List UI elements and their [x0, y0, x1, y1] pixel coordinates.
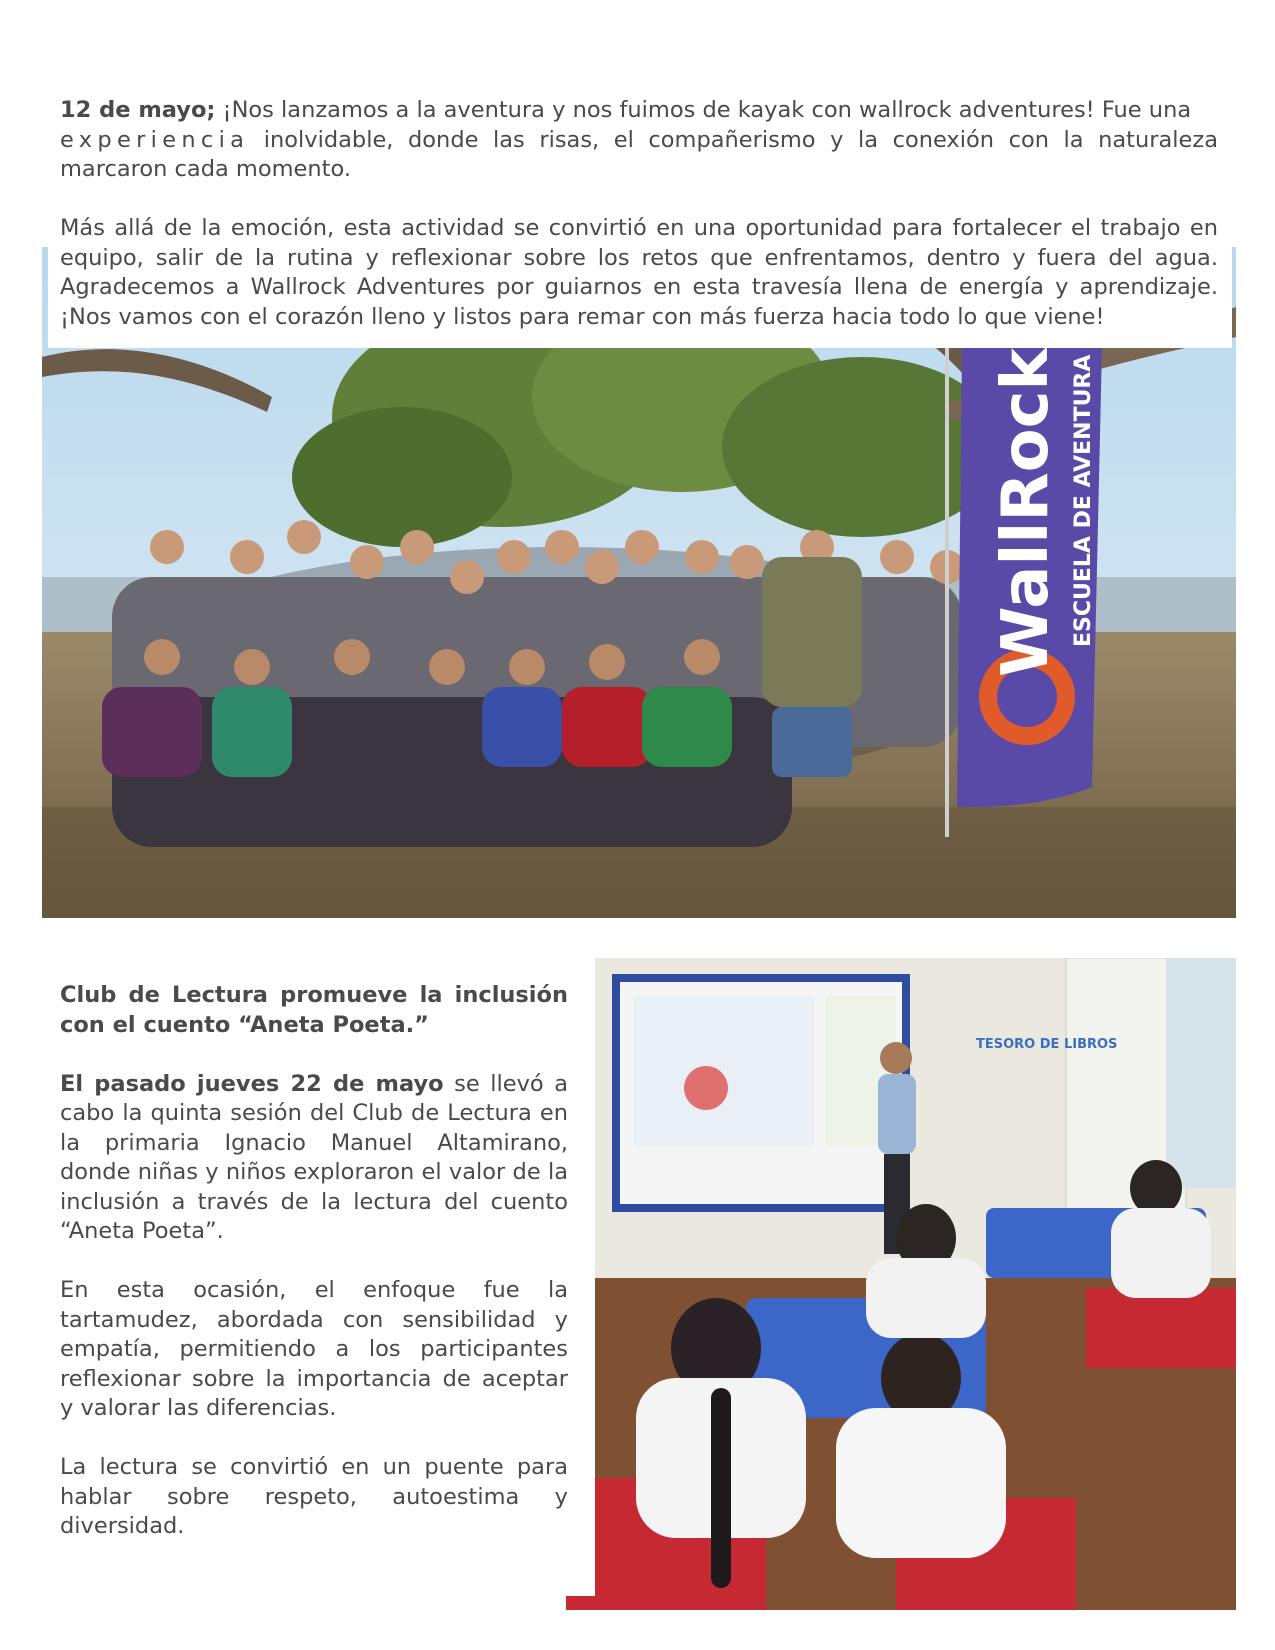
classroom-photo	[566, 958, 1236, 1610]
intro-paragraph-1	[60, 96, 1218, 185]
wall-sign: TESORO DE LIBROS	[976, 1037, 1118, 1052]
intro-text	[60, 96, 1218, 362]
intro-p1-part-b: inolvidable, donde las risas, el compañerismo y la conexión con la naturaleza marcaron cada momento.	[60, 126, 1218, 182]
club-p1-rest: se llevó a cabo la quinta sesión del Club de Lectura en la primaria Ignacio Manuel Altamirano, donde niñas y niños exploraron el valor de la inclusión a través de la lectura del cuento “Aneta Poeta”.	[60, 1070, 568, 1244]
club-paragraph-1	[60, 1070, 568, 1247]
club-date: El pasado jueves 22 de mayo	[60, 1070, 444, 1097]
club-article	[60, 980, 568, 1571]
club-paragraph-3: La lectura se convirtió en un puente para hablar sobre respeto, autoestima y diversidad.	[60, 1454, 568, 1539]
intro-date: 12 de mayo;	[60, 97, 216, 123]
banner-logo-text: WallRock	[989, 347, 1063, 677]
banner-subtext: ESCUELA DE AVENTURA	[1071, 354, 1096, 647]
club-paragraph-2: En esta ocasión, el enfoque fue la tartamudez, abordada con sensibilidad y empatía, permitiendo a los participantes reflexionar sobre la importancia de aceptar y valorar las diferencias.	[60, 1277, 568, 1421]
club-title: Club de Lectura promueve la inclusión con el cuento “Aneta Poeta.”	[60, 982, 568, 1038]
intro-p1-word: experiencia	[60, 126, 250, 153]
intro-paragraph-2: Más allá de la emoción, esta actividad se convirtió en una oportunidad para fortalecer el trabajo en equipo, salir de la rutina y reflexionar sobre los retos que enfrentamos, dentro y fuera del agua. Agradecemos a Wallrock Adventures por guiarnos en esta travesía llena de energía y aprendizaje. ¡Nos vamos con el corazón lleno y listos para remar con más fuerza hacia todo lo que viene!	[60, 215, 1218, 330]
wallrock-banner	[947, 346, 1102, 837]
intro-p1-part-a: ¡Nos lanzamos a la aventura y nos fuimos de kayak con wallrock adventures! Fue una	[215, 97, 1192, 123]
